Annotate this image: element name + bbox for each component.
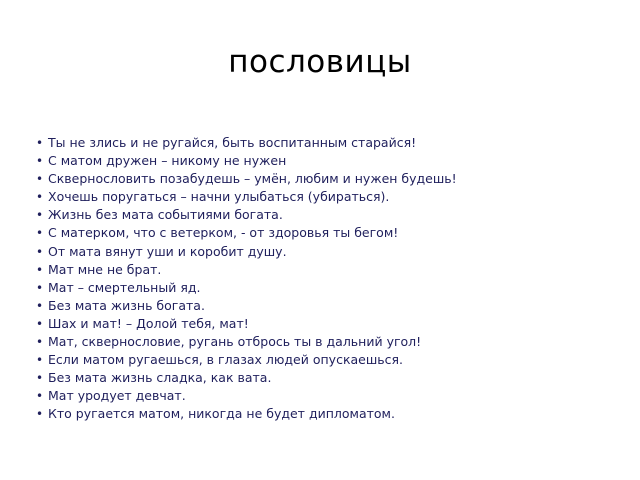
bullet-icon: • xyxy=(36,262,44,277)
proverb-text: Мат, сквернословие, ругань отбрось ты в дальний угол! xyxy=(48,334,422,350)
bullet-icon: • xyxy=(36,172,44,187)
proverb-text: Мат уродует девчат. xyxy=(48,388,186,404)
bullet-icon: • xyxy=(36,298,44,313)
proverb-item xyxy=(36,171,457,189)
proverb-text: Жизнь без мата событиями богата. xyxy=(48,207,283,223)
proverb-item xyxy=(36,225,457,243)
proverb-item xyxy=(36,262,457,280)
bullet-icon: • xyxy=(36,316,44,331)
proverb-item xyxy=(36,207,457,225)
bullet-icon: • xyxy=(36,371,44,386)
bullet-icon: • xyxy=(36,407,44,422)
bullet-icon: • xyxy=(36,389,44,404)
proverb-item xyxy=(36,280,457,298)
proverb-item xyxy=(36,352,457,370)
bullet-icon: • xyxy=(36,280,44,295)
proverb-item xyxy=(36,316,457,334)
bullet-icon: • xyxy=(36,353,44,368)
proverb-item xyxy=(36,153,457,171)
proverb-text: Без мата жизнь богата. xyxy=(48,297,205,313)
proverb-text: Ты не злись и не ругайся, быть воспитанным старайся! xyxy=(48,135,417,150)
bullet-icon: • xyxy=(36,154,44,169)
proverb-item xyxy=(36,334,457,352)
proverb-text: От мата вянут уши и коробит душу. xyxy=(48,243,287,259)
proverb-text: Мат – смертельный яд. xyxy=(48,279,201,295)
bullet-icon: • xyxy=(36,136,44,150)
proverb-text: Хочешь поругаться – начни улыбаться (убираться). xyxy=(48,189,390,205)
proverb-item xyxy=(36,406,457,424)
proverb-item xyxy=(36,135,457,153)
slide-title: пословицы xyxy=(228,44,412,80)
bullet-icon: • xyxy=(36,190,44,205)
proverb-list xyxy=(36,135,457,425)
proverb-text: Сквернословить позабудешь – умён, любим и нужен будешь! xyxy=(48,171,457,187)
bullet-icon: • xyxy=(36,244,44,259)
bullet-icon: • xyxy=(36,208,44,223)
proverb-text: С матом дружен – никому не нужен xyxy=(48,153,287,169)
proverb-text: Без мата жизнь сладка, как вата. xyxy=(48,370,272,386)
proverb-text: Мат мне не брат. xyxy=(48,261,162,277)
proverb-text: Шах и мат! – Долой тебя, мат! xyxy=(48,315,249,331)
proverb-item xyxy=(36,189,457,207)
proverb-item xyxy=(36,298,457,316)
proverb-text: Если матом ругаешься, в глазах людей опускаешься. xyxy=(48,352,404,368)
proverb-item xyxy=(36,244,457,262)
bullet-icon: • xyxy=(36,226,44,241)
proverb-item xyxy=(36,370,457,388)
proverb-text: С матерком, что с ветерком, - от здоровья ты бегом! xyxy=(48,225,399,241)
proverb-text: Кто ругается матом, никогда не будет дипломатом. xyxy=(48,406,395,422)
proverb-item xyxy=(36,388,457,406)
bullet-icon: • xyxy=(36,335,44,350)
